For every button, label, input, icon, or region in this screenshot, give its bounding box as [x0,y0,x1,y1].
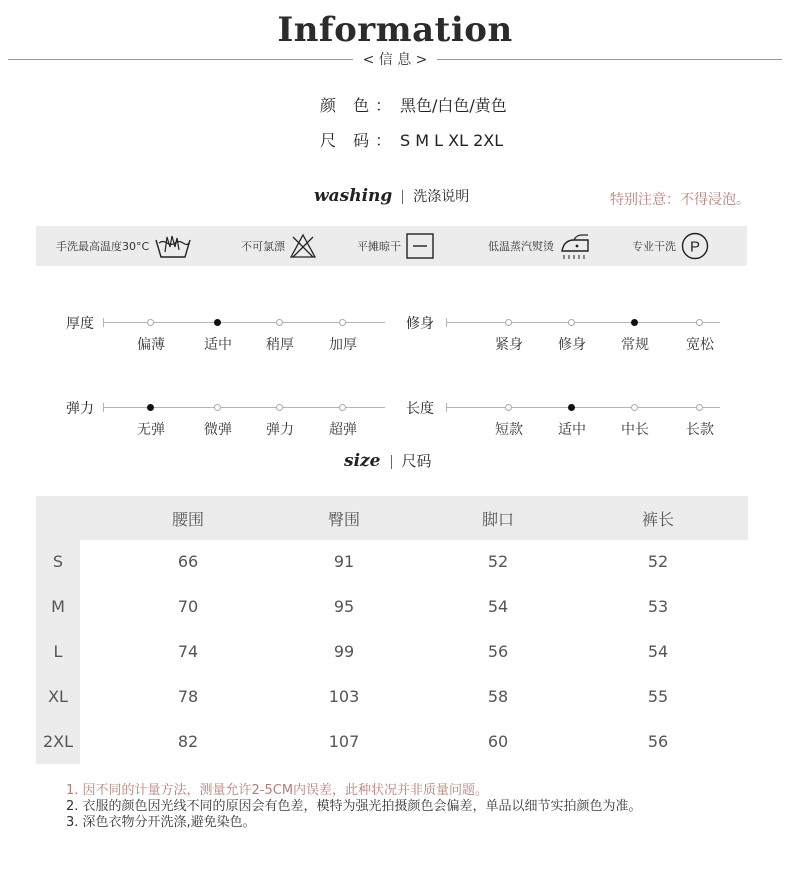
care-label: 专业干洗 [632,240,676,253]
attribute-track [446,407,720,408]
attribute-dot-selected [631,319,638,326]
table-cell: 66 [177,552,199,571]
attribute-option: 中长 [621,422,649,438]
care-item-no-bleach [241,226,317,266]
table-cell: 54 [487,597,509,616]
no-bleach-icon [289,233,317,259]
table-cell: 52 [487,552,509,571]
subtitle [0,49,790,69]
care-item-dry-flat [357,226,435,266]
footnote: 3. 深色衣物分开洗涤,避免染色。 [66,815,256,830]
attribute-option: 短款 [495,422,523,438]
table-row-size: S [52,552,64,571]
special-note: 特别注意：不得浸泡。 [610,192,750,208]
table-cell: 55 [647,687,669,706]
table-cell: 91 [333,552,355,571]
attribute-option: 长款 [686,422,714,438]
table-cell: 54 [647,642,669,661]
page-title: Information [277,10,513,50]
attribute-dot [276,319,283,326]
table-row-size: 2XL [42,732,74,751]
table-cell: 56 [487,642,509,661]
spec-value: S M L XL 2XL [400,131,504,150]
attribute-track-start [103,403,104,412]
care-label: 低温蒸汽熨烫 [488,240,554,253]
attribute-track-start [446,318,447,327]
footnote: 2. 衣服的颜色因光线不同的原因会有色差，模特为强光拍摄颜色会偏差，单品以细节实拍颜色为准。 [66,799,642,814]
attribute-dot [339,319,346,326]
attribute-dot [568,319,575,326]
attribute-dot [339,404,346,411]
hand-wash-30-icon [153,232,193,260]
spec-value: 黑色/白色/黄色 [400,96,507,115]
spec-label: 尺 码： [320,131,398,150]
attribute-option: 适中 [558,422,586,438]
table-column-header: 臀围 [327,510,360,529]
attribute-option: 弹力 [266,422,294,438]
spec-label: 颜 色： [320,96,398,115]
size-title-en: size [344,451,381,471]
size-header [344,450,432,471]
care-item-low-iron [488,226,592,266]
attribute-option: 加厚 [329,337,357,353]
attribute-option: 超弹 [329,422,357,438]
attribute-track-start [103,318,104,327]
table-cell: 53 [647,597,669,616]
table-column-header: 裤长 [641,510,674,529]
washing-header [314,186,469,206]
attribute-track-start [446,403,447,412]
washing-title-en: washing [314,186,393,206]
table-cell: 58 [487,687,509,706]
table-cell: 95 [333,597,355,616]
table-row-size: XL [48,687,68,706]
dry-clean-p-icon [680,231,710,261]
attribute-track [446,322,720,323]
divider [391,455,392,469]
dry-flat-icon [405,233,435,259]
table-cell: 56 [647,732,669,751]
table-column-header: 脚口 [481,510,514,529]
low-iron-steam-icon [558,232,592,260]
attribute-option: 偏薄 [137,337,165,353]
attribute-option: 无弹 [137,422,165,438]
attribute-option: 稍厚 [266,337,294,353]
attribute-dot [631,404,638,411]
table-cell: 70 [177,597,199,616]
footnote: 1. 因不同的计量方法，测量允许2-5CM内误差，此种状况并非质量问题。 [66,783,489,798]
attribute-dot [276,404,283,411]
table-cell: 103 [328,687,360,706]
table-cell: 74 [177,642,199,661]
table-cell: 60 [487,732,509,751]
spec-size [320,128,503,151]
attribute-label: 弹力 [66,401,94,417]
table-cell: 78 [177,687,199,706]
table-cell: 107 [328,732,360,751]
attribute-label: 厚度 [66,316,94,332]
attribute-dot [505,319,512,326]
care-item-hand-wash [56,226,193,266]
attribute-option: 适中 [204,337,232,353]
subtitle-text: < 信 息 > [353,52,438,68]
attribute-label: 长度 [406,401,434,417]
table-column-header: 腰围 [171,510,204,529]
attribute-dot-selected [214,319,221,326]
attribute-dot-selected [147,404,154,411]
attribute-option: 宽松 [686,337,714,353]
attribute-option: 常规 [621,337,649,353]
attribute-option: 修身 [558,337,586,353]
attribute-dot-selected [568,404,575,411]
attribute-dot [696,404,703,411]
table-cell: 82 [177,732,199,751]
table-cell: 99 [333,642,355,661]
attribute-option: 微弹 [204,422,232,438]
care-instructions-bar [36,226,747,266]
care-item-dry-clean [632,226,710,266]
care-label: 不可氯漂 [241,240,285,253]
attribute-dot [214,404,221,411]
svg-text:P: P [689,238,701,256]
divider [402,190,403,204]
washing-title-cn: 洗涤说明 [413,189,470,205]
table-cell: 52 [647,552,669,571]
attribute-label: 修身 [406,316,434,332]
attribute-dot [147,319,154,326]
table-row-size: M [51,597,65,616]
care-label: 手洗最高温度30°C [56,240,150,253]
spec-color [320,93,507,116]
attribute-dot [505,404,512,411]
care-label: 平摊晾干 [357,240,401,253]
table-row-size: L [53,642,63,661]
attribute-option: 紧身 [495,337,523,353]
size-title-cn: 尺码 [401,452,432,470]
attribute-dot [696,319,703,326]
